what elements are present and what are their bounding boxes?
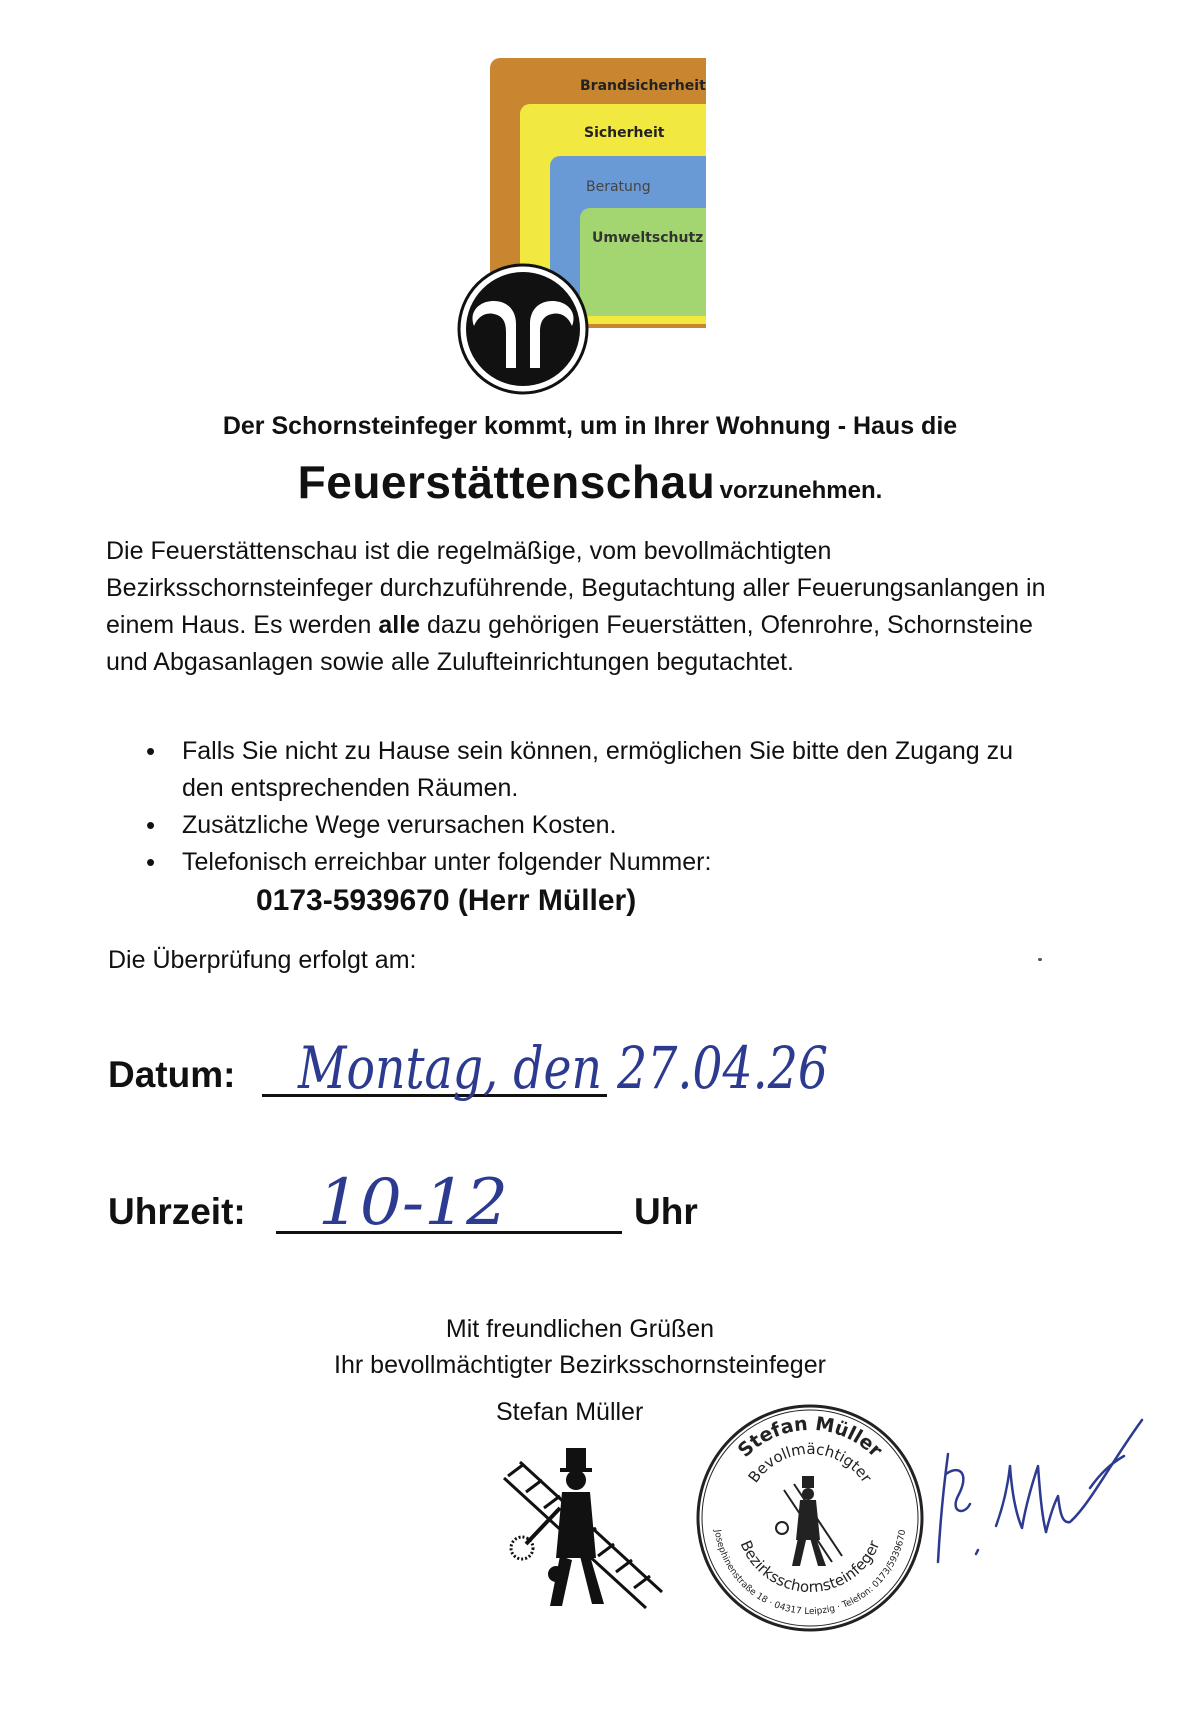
- scan-speck: [1038, 958, 1042, 961]
- list-item: • Telefonisch erreichbar unter folgender Nummer:: [142, 844, 1042, 881]
- explanation-paragraph: Die Feuerstättenschau ist die regelmäßige, vom bevollmächtigten Bezirksschornsteinfeger durchzuführende, Begutachtung aller Feuerungsanlangen in einem Haus. Es werden alle dazu gehörigen Feuerstätten, Ofenrohre, Schornsteine und Abgasanlagen sowie alle Zulufteinrichtungen begutachtet.: [106, 537, 1046, 676]
- logo-band-brandsicherheit: Brandsicherheit: [490, 58, 706, 328]
- stamp-name: Stefan Müller: [733, 1412, 887, 1462]
- handwritten-signature: [930, 1404, 1150, 1574]
- date-label: Datum:: [108, 1054, 236, 1095]
- closing-greeting: Mit freundlichen Grüßen: [445, 1315, 715, 1343]
- headline-suffix: vorzunehmen.: [719, 477, 883, 504]
- stamp-address: Josephinenstraße 18 · 04317 Leipzig · Telefon: 0173/5939670: [711, 1528, 909, 1618]
- svg-text:Josephinenstraße 18 · 04317 Le: [712, 1528, 909, 1617]
- date-field: [262, 1094, 607, 1097]
- chimney-sweep-icon: [496, 1448, 676, 1618]
- time-unit: Uhr: [634, 1191, 698, 1232]
- logo-band-beratung: Beratung: [550, 156, 706, 316]
- stamp-sweep-icon: [776, 1476, 842, 1566]
- phone-number: 0173-5939670 (Herr Müller): [256, 884, 637, 917]
- guild-logo: [456, 58, 706, 388]
- logo-band-umweltschutz: Umweltschutz: [580, 208, 706, 316]
- notice-list: [142, 733, 1042, 881]
- time-label: Uhrzeit:: [108, 1191, 246, 1232]
- logo-band-sicherheit: Sicherheit: [520, 104, 706, 324]
- time-value: 10-12: [318, 1166, 508, 1240]
- headline: [40, 455, 1140, 509]
- headline-title: Feuerstättenschau: [297, 456, 716, 508]
- official-stamp: [692, 1400, 928, 1636]
- stamp-role-top: Bevollmächtigter: [744, 1439, 876, 1486]
- list-item: • Falls Sie nicht zu Hause sein können, ermöglichen Sie bitte den Zugang zu den entsprechenden Räumen.: [142, 733, 1042, 807]
- sender-name: Stefan Müller: [496, 1398, 644, 1426]
- closing-block: [80, 1311, 1080, 1383]
- date-value: Montag, den 27.04.26: [297, 1034, 828, 1102]
- svg-text:Bezirksschornsteinfeger: [737, 1537, 884, 1596]
- closing-title: Ihr bevollmächtigter Bezirksschornsteinfeger: [334, 1351, 826, 1379]
- chimney-sweep-emblem-icon: [456, 262, 590, 396]
- inspection-date-intro: Die Überprüfung erfolgt am:: [108, 946, 417, 974]
- stamp-role-bottom: Bezirksschornsteinfeger: [736, 1537, 884, 1597]
- intro-line: Der Schornsteinfeger kommt, um in Ihrer Wohnung - Haus die: [222, 412, 958, 440]
- list-item: • Zusätzliche Wege verursachen Kosten.: [142, 807, 1042, 844]
- time-field: [276, 1231, 622, 1234]
